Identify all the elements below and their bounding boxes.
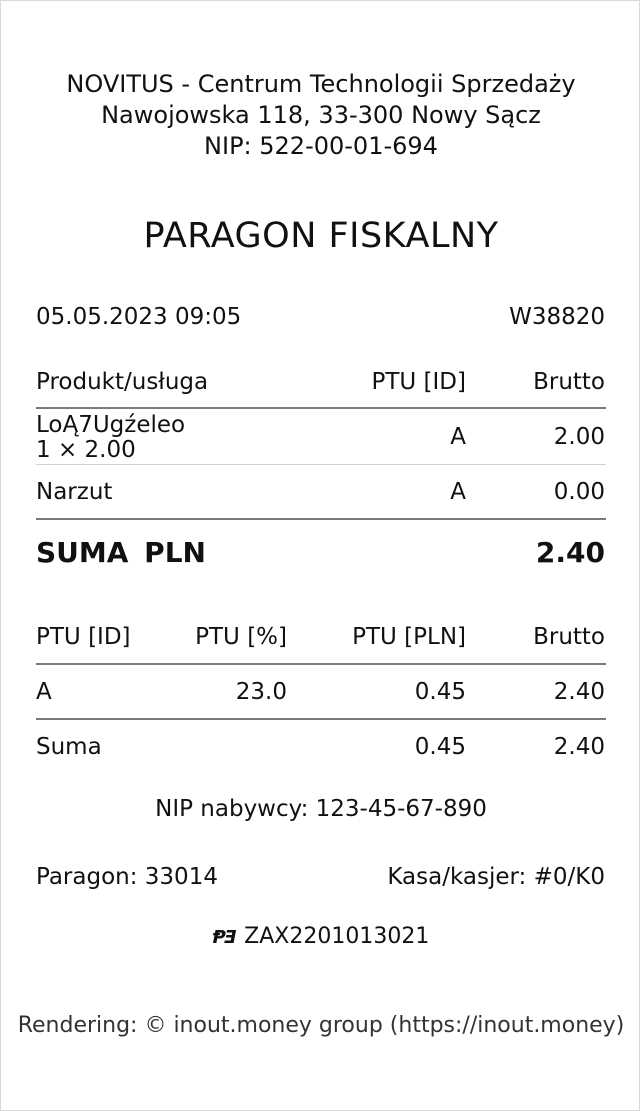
cashier-id: Kasa/kasjer: #0/K0 xyxy=(387,864,605,890)
divider xyxy=(36,407,606,409)
item-name: Narzut xyxy=(36,479,113,505)
items-header-gross: Brutto xyxy=(533,369,605,395)
tax-sum-label: Suma xyxy=(36,734,102,760)
items-header-product: Produkt/usługa xyxy=(36,369,209,395)
item-gross: 2.00 xyxy=(553,424,605,450)
total-label: SUMA PLN xyxy=(36,536,206,569)
device-serial-line xyxy=(1,924,640,949)
company-nip: NIP: 522-00-01-694 xyxy=(204,132,438,160)
tax-header-id: PTU [ID] xyxy=(36,624,131,650)
tax-sum-amount: 0.45 xyxy=(414,734,466,760)
divider xyxy=(36,718,606,720)
item-gross: 0.00 xyxy=(553,479,605,505)
item-name: LoĄ7Ugźeleo xyxy=(36,412,186,438)
date-time: 05.05.2023 09:05 xyxy=(36,304,242,330)
item-ptu: A xyxy=(450,424,466,450)
tax-header-rate: PTU [%] xyxy=(195,624,287,650)
rendering-footer: Rendering: © inout.money group (https://inout.money) xyxy=(17,1013,625,1038)
tax-row-gross: 2.40 xyxy=(553,679,605,705)
print-number: W38820 xyxy=(509,304,605,330)
company-name: NOVITUS - Centrum Technologii Sprzedaży xyxy=(66,70,576,98)
receipt-title: PARAGON FISKALNY xyxy=(143,216,499,256)
tax-row-id: A xyxy=(36,679,52,705)
tax-row-amount: 0.45 xyxy=(414,679,466,705)
item-qty-price: 1 × 2.00 xyxy=(36,437,136,463)
item-ptu: A xyxy=(450,479,466,505)
buyer-nip: NIP nabywcy: 123-45-67-890 xyxy=(155,796,487,822)
tax-header-gross: Brutto xyxy=(533,624,605,650)
device-serial: ZAX2201013021 xyxy=(244,924,430,949)
divider xyxy=(36,518,606,520)
items-header-ptu: PTU [ID] xyxy=(371,369,466,395)
receipt-number: Paragon: 33014 xyxy=(36,864,218,890)
divider xyxy=(36,663,606,665)
company-address: Nawojowska 118, 33-300 Nowy Sącz xyxy=(101,101,541,129)
total-value: 2.40 xyxy=(535,536,605,569)
tax-sum-gross: 2.40 xyxy=(553,734,605,760)
fiscal-logo-icon: ⱣƎ xyxy=(212,927,235,948)
tax-row-rate: 23.0 xyxy=(235,679,287,705)
divider xyxy=(36,464,606,465)
tax-header-amount: PTU [PLN] xyxy=(352,624,466,650)
